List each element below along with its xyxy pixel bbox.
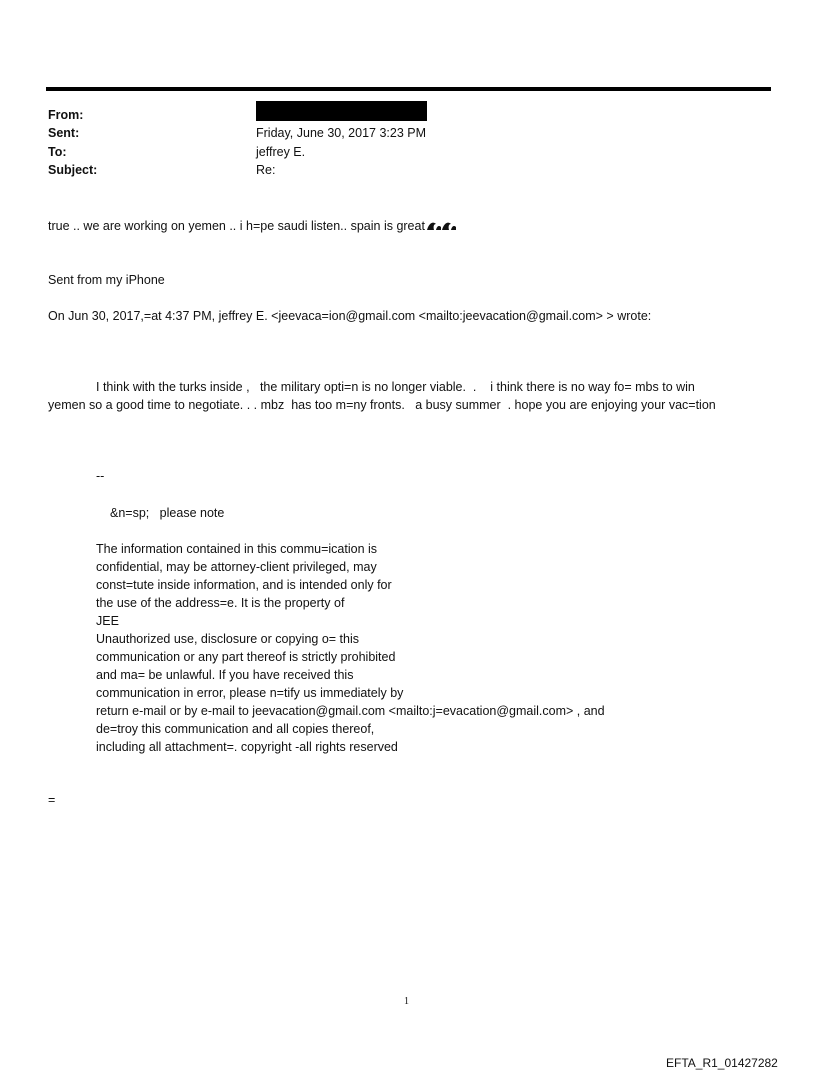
- quote-header: On Jun 30, 2017,=at 4:37 PM, jeffrey E. <jeevaca=ion@gmail.com <mailto:jeevacation@gmail.com> > wrote:: [48, 309, 652, 323]
- sent-from-line: Sent from my iPhone: [48, 273, 165, 287]
- trailing-equals: =: [48, 793, 56, 807]
- to-label: To:: [48, 145, 67, 159]
- header-rule: [46, 87, 771, 91]
- signature-dashes: --: [96, 469, 105, 483]
- disclaimer-line: the use of the address=e. It is the property of: [96, 596, 345, 610]
- reply-text: [48, 219, 458, 234]
- disclaimer-line: and ma= be unlawful. If you have received this: [96, 668, 354, 682]
- to-value: jeffrey E.: [256, 145, 306, 159]
- wave-emoji-icon: [426, 220, 458, 234]
- quoted-line-1: I think with the turks inside , the military opti=n is no longer viable. . i think there is no way fo= mbs to win: [96, 380, 695, 394]
- disclaimer-line: return e-mail or by e-mail to jeevacation@gmail.com <mailto:j=evacation@gmail.com> , and: [96, 704, 605, 718]
- disclaimer-line: JEE: [96, 614, 119, 628]
- redacted-sender: [256, 101, 427, 121]
- bates-stamp: EFTA_R1_01427282: [666, 1056, 778, 1070]
- page-number: 1: [404, 996, 409, 1007]
- disclaimer-line: Unauthorized use, disclosure or copying o= this: [96, 632, 359, 646]
- subject-value: Re:: [256, 163, 276, 177]
- quoted-line-2: yemen so a good time to negotiate. . . mbz has too m=ny fronts. a busy summer . hope you are enjoying your vac=tion: [48, 398, 716, 412]
- from-label: From:: [48, 108, 84, 122]
- disclaimer-line: confidential, may be attorney-client privileged, may: [96, 560, 377, 574]
- disclaimer-line: communication in error, please n=tify us immediately by: [96, 686, 404, 700]
- disclaimer-line: including all attachment=. copyright -all rights reserved: [96, 740, 398, 754]
- disclaimer-line: communication or any part thereof is strictly prohibited: [96, 650, 396, 664]
- sent-value: Friday, June 30, 2017 3:23 PM: [256, 126, 427, 140]
- disclaimer-line: The information contained in this commu=ication is: [96, 542, 378, 556]
- reply-line: true .. we are working on yemen .. i h=pe saudi listen.. spain is great: [48, 219, 425, 233]
- subject-label: Subject:: [48, 163, 98, 177]
- sent-label: Sent:: [48, 126, 80, 140]
- disclaimer-line: const=tute inside information, and is intended only for: [96, 578, 392, 592]
- signature-note: &n=sp; please note: [110, 506, 225, 520]
- disclaimer-line: de=troy this communication and all copies thereof,: [96, 722, 375, 736]
